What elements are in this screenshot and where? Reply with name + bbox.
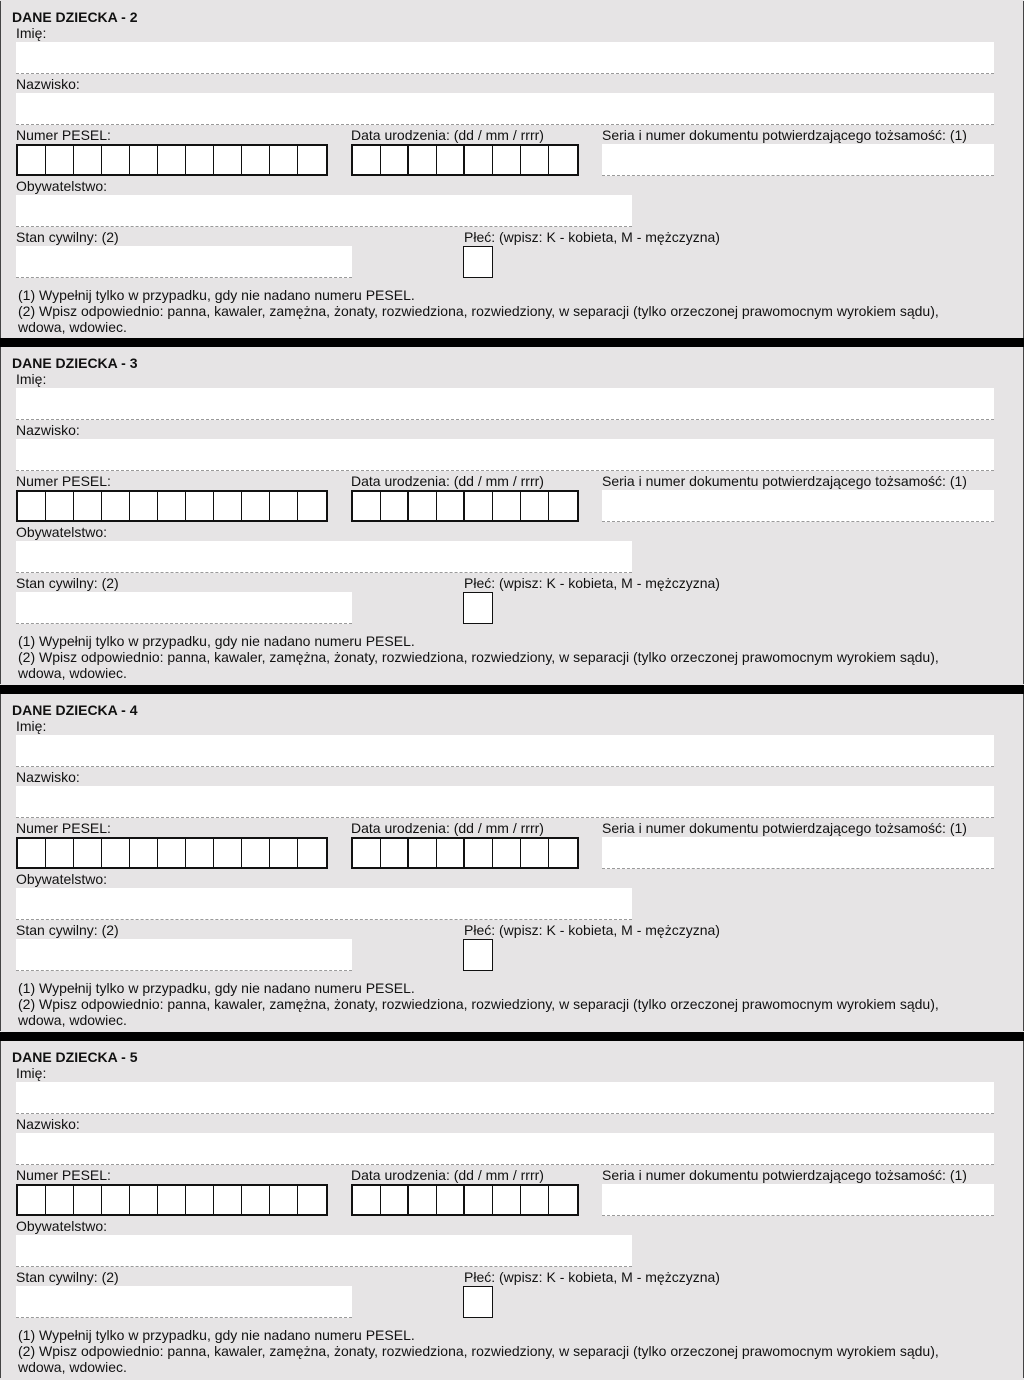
pesel-digit-cell[interactable] [130,146,158,174]
gender-label: Płeć: (wpisz: K - kobieta, M - mężczyzna) [464,1269,720,1285]
gender-input[interactable] [463,246,493,278]
section-title: DANE DZIECKA - 3 [12,355,138,371]
marital-status-label: Stan cywilny: (2) [16,229,119,245]
pesel-digit-cell[interactable] [214,839,242,867]
pesel-digit-cell[interactable] [74,146,102,174]
pesel-digit-cell[interactable] [102,1186,130,1214]
pesel-input[interactable] [16,837,328,869]
pesel-digit-cell[interactable] [18,839,46,867]
last-name-label: Nazwisko: [16,1116,80,1132]
id-document-label: Seria i numer dokumentu potwierdzającego tożsamość: (1) [602,127,967,143]
id-document-label: Seria i numer dokumentu potwierdzającego tożsamość: (1) [602,473,967,489]
first-name-input[interactable] [16,1082,994,1114]
pesel-digit-cell[interactable] [270,1186,298,1214]
year-digit-cell[interactable] [521,839,549,867]
birth-date-label: Data urodzenia: (dd / mm / rrrr) [351,820,544,836]
pesel-digit-cell[interactable] [298,839,326,867]
birth-date-input[interactable] [351,837,579,869]
footnote-1: (1) Wypełnij tylko w przypadku, gdy nie nadano numeru PESEL. [18,633,415,649]
year-digit-cell[interactable] [549,492,577,520]
pesel-label: Numer PESEL: [16,473,111,489]
pesel-digit-cell[interactable] [158,492,186,520]
first-name-label: Imię: [16,25,47,41]
pesel-digit-cell[interactable] [46,839,74,867]
month-digit-cell[interactable] [409,839,437,867]
pesel-digit-cell[interactable] [102,492,130,520]
pesel-digit-cell[interactable] [214,1186,242,1214]
child-section [0,694,1024,1031]
year-digit-cell[interactable] [465,146,493,174]
marital-status-label: Stan cywilny: (2) [16,922,119,938]
pesel-digit-cell[interactable] [130,492,158,520]
pesel-digit-cell[interactable] [102,146,130,174]
marital-status-input[interactable] [16,592,352,624]
gender-label: Płeć: (wpisz: K - kobieta, M - mężczyzna) [464,229,720,245]
day-digit-cell[interactable] [353,839,381,867]
month-digit-cell[interactable] [437,839,465,867]
month-digit-cell[interactable] [437,1186,465,1214]
citizenship-label: Obywatelstwo: [16,524,108,540]
day-digit-cell[interactable] [353,1186,381,1214]
month-digit-cell[interactable] [437,146,465,174]
footnote-1: (1) Wypełnij tylko w przypadku, gdy nie nadano numeru PESEL. [18,1327,415,1343]
gender-input[interactable] [463,939,493,971]
citizenship-label: Obywatelstwo: [16,1218,108,1234]
day-digit-cell[interactable] [381,492,409,520]
citizenship-input[interactable] [16,541,632,573]
pesel-digit-cell[interactable] [102,839,130,867]
pesel-digit-cell[interactable] [130,1186,158,1214]
id-document-input[interactable] [602,490,994,522]
pesel-label: Numer PESEL: [16,1167,111,1183]
id-document-input[interactable] [602,1184,994,1216]
child-section [0,1041,1024,1378]
citizenship-input[interactable] [16,195,632,227]
pesel-digit-cell[interactable] [74,1186,102,1214]
pesel-digit-cell[interactable] [214,146,242,174]
birth-date-input[interactable] [351,1184,579,1216]
pesel-label: Numer PESEL: [16,820,111,836]
pesel-digit-cell[interactable] [158,1186,186,1214]
footnote-2-continued: wdowa, wdowiec. [18,665,127,681]
year-digit-cell[interactable] [549,839,577,867]
section-title: DANE DZIECKA - 2 [12,9,138,25]
last-name-input[interactable] [16,1133,994,1165]
pesel-digit-cell[interactable] [158,839,186,867]
pesel-digit-cell[interactable] [270,839,298,867]
last-name-label: Nazwisko: [16,76,80,92]
first-name-label: Imię: [16,718,47,734]
pesel-digit-cell[interactable] [214,492,242,520]
first-name-input[interactable] [16,735,994,767]
pesel-digit-cell[interactable] [158,146,186,174]
year-digit-cell[interactable] [549,1186,577,1214]
pesel-digit-cell[interactable] [18,146,46,174]
birth-date-input[interactable] [351,490,579,522]
pesel-digit-cell[interactable] [242,146,270,174]
first-name-label: Imię: [16,1065,47,1081]
section-separator [0,685,1024,694]
pesel-digit-cell[interactable] [46,1186,74,1214]
footnote-2-continued: wdowa, wdowiec. [18,319,127,335]
pesel-label: Numer PESEL: [16,127,111,143]
child-section [0,347,1024,684]
pesel-digit-cell[interactable] [18,492,46,520]
pesel-digit-cell[interactable] [270,492,298,520]
birth-date-label: Data urodzenia: (dd / mm / rrrr) [351,473,544,489]
pesel-digit-cell[interactable] [242,839,270,867]
year-digit-cell[interactable] [521,146,549,174]
citizenship-input[interactable] [16,1235,632,1267]
marital-status-input[interactable] [16,1286,352,1318]
first-name-label: Imię: [16,371,47,387]
birth-date-input[interactable] [351,144,579,176]
year-digit-cell[interactable] [521,492,549,520]
section-separator [0,338,1024,347]
id-document-input[interactable] [602,837,994,869]
pesel-digit-cell[interactable] [186,839,214,867]
footnote-1: (1) Wypełnij tylko w przypadku, gdy nie nadano numeru PESEL. [18,980,415,996]
year-digit-cell[interactable] [493,146,521,174]
year-digit-cell[interactable] [493,1186,521,1214]
last-name-input[interactable] [16,786,994,818]
year-digit-cell[interactable] [465,839,493,867]
citizenship-label: Obywatelstwo: [16,871,108,887]
pesel-digit-cell[interactable] [242,1186,270,1214]
section-title: DANE DZIECKA - 4 [12,702,138,718]
pesel-digit-cell[interactable] [46,146,74,174]
month-digit-cell[interactable] [409,146,437,174]
day-digit-cell[interactable] [381,1186,409,1214]
year-digit-cell[interactable] [549,146,577,174]
pesel-digit-cell[interactable] [298,1186,326,1214]
pesel-digit-cell[interactable] [130,839,158,867]
gender-input[interactable] [463,592,493,624]
section-title: DANE DZIECKA - 5 [12,1049,138,1065]
id-document-label: Seria i numer dokumentu potwierdzającego tożsamość: (1) [602,820,967,836]
footnote-2: (2) Wpisz odpowiednio: panna, kawaler, zamężna, żonaty, rozwiedziona, rozwiedziony, w separacji (tylko orzeczonej prawomocnym wyrokiem sądu), [18,303,939,319]
pesel-digit-cell[interactable] [298,492,326,520]
gender-input[interactable] [463,1286,493,1318]
pesel-digit-cell[interactable] [18,1186,46,1214]
marital-status-input[interactable] [16,246,352,278]
id-document-label: Seria i numer dokumentu potwierdzającego tożsamość: (1) [602,1167,967,1183]
month-digit-cell[interactable] [437,492,465,520]
last-name-label: Nazwisko: [16,769,80,785]
footnote-2-continued: wdowa, wdowiec. [18,1359,127,1375]
pesel-input[interactable] [16,490,328,522]
last-name-input[interactable] [16,439,994,471]
day-digit-cell[interactable] [353,146,381,174]
footnote-2: (2) Wpisz odpowiednio: panna, kawaler, zamężna, żonaty, rozwiedziona, rozwiedziony, w separacji (tylko orzeczonej prawomocnym wyrokiem sądu), [18,996,939,1012]
first-name-input[interactable] [16,388,994,420]
year-digit-cell[interactable] [465,492,493,520]
footnote-2: (2) Wpisz odpowiednio: panna, kawaler, zamężna, żonaty, rozwiedziona, rozwiedziony, w separacji (tylko orzeczonej prawomocnym wyrokiem sądu), [18,1343,939,1359]
year-digit-cell[interactable] [493,839,521,867]
footnote-2-continued: wdowa, wdowiec. [18,1012,127,1028]
gender-label: Płeć: (wpisz: K - kobieta, M - mężczyzna) [464,575,720,591]
marital-status-label: Stan cywilny: (2) [16,575,119,591]
pesel-digit-cell[interactable] [186,146,214,174]
day-digit-cell[interactable] [381,146,409,174]
pesel-digit-cell[interactable] [46,492,74,520]
day-digit-cell[interactable] [353,492,381,520]
pesel-input[interactable] [16,1184,328,1216]
last-name-input[interactable] [16,93,994,125]
pesel-digit-cell[interactable] [74,492,102,520]
month-digit-cell[interactable] [409,492,437,520]
first-name-input[interactable] [16,42,994,74]
month-digit-cell[interactable] [409,1186,437,1214]
id-document-input[interactable] [602,144,994,176]
day-digit-cell[interactable] [381,839,409,867]
pesel-input[interactable] [16,144,328,176]
last-name-label: Nazwisko: [16,422,80,438]
birth-date-label: Data urodzenia: (dd / mm / rrrr) [351,1167,544,1183]
pesel-digit-cell[interactable] [186,492,214,520]
marital-status-input[interactable] [16,939,352,971]
citizenship-input[interactable] [16,888,632,920]
pesel-digit-cell[interactable] [242,492,270,520]
footnote-1: (1) Wypełnij tylko w przypadku, gdy nie nadano numeru PESEL. [18,287,415,303]
pesel-digit-cell[interactable] [298,146,326,174]
child-section [0,1,1024,338]
pesel-digit-cell[interactable] [186,1186,214,1214]
section-separator [0,1032,1024,1041]
pesel-digit-cell[interactable] [74,839,102,867]
marital-status-label: Stan cywilny: (2) [16,1269,119,1285]
birth-date-label: Data urodzenia: (dd / mm / rrrr) [351,127,544,143]
citizenship-label: Obywatelstwo: [16,178,108,194]
footnote-2: (2) Wpisz odpowiednio: panna, kawaler, zamężna, żonaty, rozwiedziona, rozwiedziony, w separacji (tylko orzeczonej prawomocnym wyrokiem sądu), [18,649,939,665]
year-digit-cell[interactable] [521,1186,549,1214]
year-digit-cell[interactable] [465,1186,493,1214]
year-digit-cell[interactable] [493,492,521,520]
gender-label: Płeć: (wpisz: K - kobieta, M - mężczyzna) [464,922,720,938]
pesel-digit-cell[interactable] [270,146,298,174]
